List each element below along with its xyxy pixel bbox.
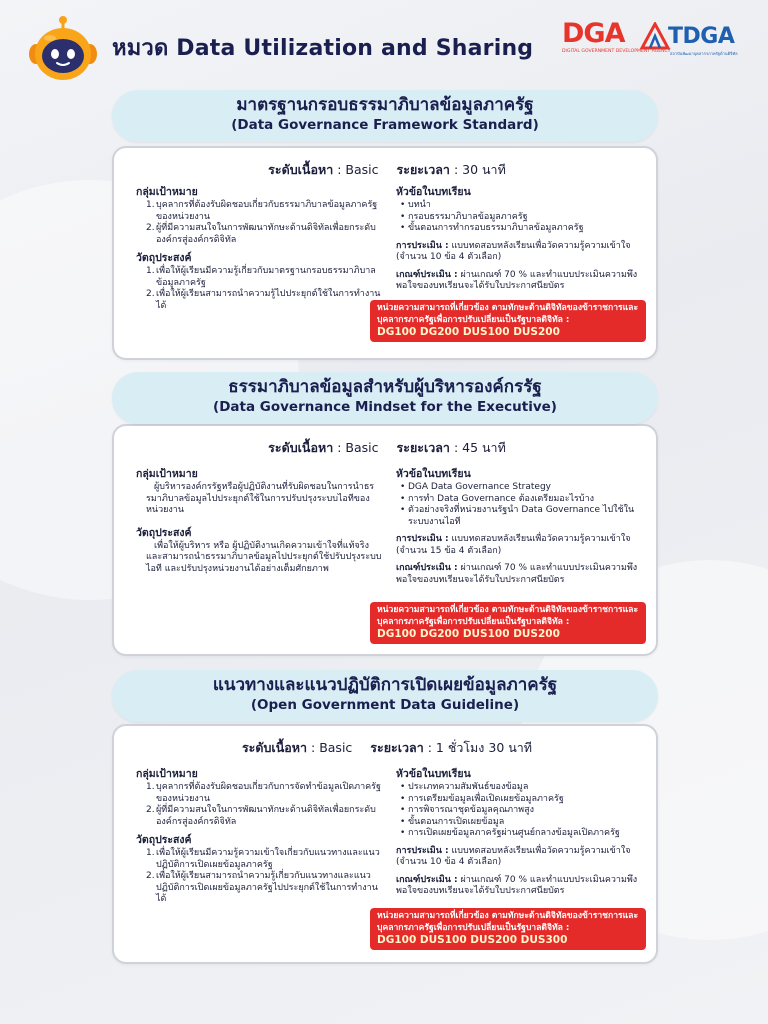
duration-value: : 30 นาที — [453, 162, 506, 177]
course-title-pill — [112, 372, 658, 424]
competency-badge — [370, 602, 646, 644]
dga-logo — [560, 18, 671, 66]
logos — [560, 18, 750, 66]
course-title-th: แนวทางและแนวปฏิบัติการเปิดเผยข้อมูลภาครัฐ — [212, 675, 558, 695]
tdga-logo-text: TDGA — [668, 24, 735, 49]
list-item: • ตัวอย่างจริงที่หน่วยงานรัฐนำ Data Governance ไปใช้ในระบบงานไอที — [400, 505, 648, 528]
target-text: ผู้บริหารองค์กรรัฐหรือผู้ปฏิบัติงานที่รับผิดชอบในการนำธรรมาภิบาลข้อมูลไปประยุกต์ใช้ในการปรับปรุงระบบไอทีของหน่วยงาน — [146, 482, 375, 515]
course-title-th: มาตรฐานกรอบธรรมาภิบาลข้อมูลภาครัฐ — [236, 95, 534, 115]
assessment-text: การประเมิน : แบบทดสอบหลังเรียนเพื่อวัดความรู้ความเข้าใจ (จำนวน 10 ข้อ 4 ตัวเลือก) — [396, 240, 631, 262]
duration-label: ระยะเวลา — [396, 162, 450, 177]
right-column — [396, 468, 648, 586]
course-title-pill — [112, 90, 658, 142]
list-item: 1. บุคลากรที่ต้องรับผิดชอบเกี่ยวกับการจัดทำข้อมูลเปิดภาครัฐของหน่วยงาน — [146, 782, 381, 804]
left-column — [136, 186, 384, 312]
duration-label: ระยะเวลา — [396, 440, 450, 455]
level-label: ระดับเนื้อหา — [241, 740, 308, 755]
course-meta — [114, 438, 660, 458]
dga-logo-subtext: DIGITAL GOVERNMENT DEVELOPMENT AGENCY — [562, 49, 671, 54]
list-item: • กรอบธรรมาภิบาลข้อมูลภาครัฐ — [400, 212, 648, 224]
robot-mascot-icon — [28, 14, 98, 86]
criteria-text: เกณฑ์ประเมิน : ผ่านเกณฑ์ 70 % และทำแบบประเมินความพึงพอใจของบทเรียนจะได้รับใบประกาศนียบัตร — [396, 269, 638, 291]
course-title-pill — [112, 670, 658, 722]
list-item: 2. ผู้ที่มีความสนใจในการพัฒนาทักษะด้านดิจิทัลเพื่อยกระดับองค์กรสู่องค์กรดิจิทัล — [146, 805, 376, 827]
assessment-text: การประเมิน : แบบทดสอบหลังเรียนเพื่อวัดความรู้ความเข้าใจ (จำนวน 15 ข้อ 4 ตัวเลือก) — [396, 534, 631, 556]
criteria-text: เกณฑ์ประเมิน : ผ่านเกณฑ์ 70 % และทำแบบประเมินความพึงพอใจของบทเรียนจะได้รับใบประกาศนียบัตร — [396, 563, 638, 585]
competency-codes: DG100 DUS100 DUS200 DUS300 — [377, 934, 568, 946]
duration-label: ระยะเวลา — [370, 740, 424, 755]
criteria-text: เกณฑ์ประเมิน : ผ่านเกณฑ์ 70 % และทำแบบประเมินความพึงพอใจของบทเรียนจะได้รับใบประกาศนียบัตร — [396, 874, 638, 896]
level-value: : Basic — [337, 162, 379, 177]
level-label: ระดับเนื้อหา — [268, 162, 334, 177]
list-item: 1. เพื่อให้ผู้เรียนมีความรู้เกี่ยวกับมาตรฐานกรอบธรรมาภิบาลข้อมูลภาครัฐ — [146, 266, 376, 288]
objective-text: เพื่อให้ผู้บริหาร หรือ ผู้ปฏิบัติงานเกิดความเข้าใจที่แท้จริงและสามารถนำธรรมาภิบาลข้อมูลไปประยุกต์ใช้ปรับปรุงระบบไอที และปรับปรุงหน่วยงานได้อย่างเต็มศักยภาพ — [146, 540, 382, 574]
right-column — [396, 186, 648, 293]
competency-text: หน่วยความสามารถที่เกี่ยวข้อง ตามทักษะด้านดิจิทัลของข้าราชการและบุคลากรภาครัฐเพื่อการปรับเปลี่ยนเป็นรัฐบาลดิจิทัล : — [377, 911, 639, 933]
list-item: 1. เพื่อให้ผู้เรียนมีความรู้ความเข้าใจเกี่ยวกับแนวทางและแนวปฏิบัติการเปิดเผยข้อมูลภาครัฐ — [146, 848, 380, 870]
left-column — [136, 468, 384, 575]
list-item: 1. บุคลากรที่ต้องรับผิดชอบเกี่ยวกับธรรมาภิบาลข้อมูลภาครัฐของหน่วยงาน — [146, 200, 378, 222]
course-title-en: (Data Governance Mindset for the Executive) — [213, 399, 557, 415]
list-item: • บทนำ — [400, 200, 648, 212]
list-item: • การพิจารณาชุดข้อมูลคุณภาพสูง — [400, 805, 648, 817]
course-title-en: (Open Government Data Guideline) — [250, 697, 520, 713]
assessment-text: การประเมิน : แบบทดสอบหลังเรียนเพื่อวัดความรู้ความเข้าใจ (จำนวน 10 ข้อ 4 ตัวเลือก) — [396, 845, 631, 867]
level-value: : Basic — [311, 740, 353, 755]
list-item: • การทำ Data Governance ต้องเตรียมอะไรบ้าง — [400, 494, 648, 506]
tdga-logo-subtext: สถาบันพัฒนาบุคลากรภาครัฐด้านดิจิทัล — [670, 51, 738, 56]
tdga-logo — [638, 18, 748, 66]
list-item: • ขั้นตอนการเปิดเผยข้อมูล — [400, 817, 648, 829]
course-meta — [114, 738, 660, 758]
topics-heading: หัวข้อในบทเรียน — [396, 186, 471, 198]
competency-badge — [370, 908, 646, 950]
competency-text: หน่วยความสามารถที่เกี่ยวข้อง ตามทักษะด้านดิจิทัลของข้าราชการและบุคลากรภาครัฐเพื่อการปรับเปลี่ยนเป็นรัฐบาลดิจิทัล : — [377, 605, 639, 627]
list-item: • DGA Data Governance Strategy — [400, 482, 648, 494]
list-item: • ประเภทความสัมพันธ์ของข้อมูล — [400, 782, 648, 794]
course-card — [112, 724, 658, 964]
course-title-en: (Data Governance Framework Standard) — [231, 117, 539, 133]
competency-badge — [370, 300, 646, 342]
competency-codes: DG100 DG200 DUS100 DUS200 — [377, 326, 560, 338]
topics-heading: หัวข้อในบทเรียน — [396, 468, 471, 480]
course-card — [112, 424, 658, 656]
dga-logo-text: DGA — [562, 18, 625, 49]
level-value: : Basic — [337, 440, 379, 455]
duration-value: : 45 นาที — [453, 440, 506, 455]
competency-text: หน่วยความสามารถที่เกี่ยวข้อง ตามทักษะด้านดิจิทัลของข้าราชการและบุคลากรภาครัฐเพื่อการปรับเปลี่ยนเป็นรัฐบาลดิจิทัล : — [377, 303, 639, 325]
target-heading: กลุ่มเป้าหมาย — [136, 186, 198, 198]
list-item: 2. เพื่อให้ผู้เรียนสามารถนำความรู้เกี่ยวกับแนวทางและแนวปฏิบัติการเปิดเผยข้อมูลภาครัฐไปประยุกต์ใช้ในการทำงานได้ — [146, 871, 378, 904]
competency-codes: DG100 DG200 DUS100 DUS200 — [377, 628, 560, 640]
course-card — [112, 146, 658, 360]
course-meta — [114, 160, 660, 180]
objective-heading: วัตถุประสงค์ — [136, 526, 192, 539]
list-item: • การเปิดเผยข้อมูลภาครัฐผ่านศูนย์กลางข้อมูลเปิดภาครัฐ — [400, 828, 648, 840]
level-label: ระดับเนื้อหา — [268, 440, 334, 455]
topics-heading: หัวข้อในบทเรียน — [396, 768, 471, 780]
list-item: 2. ผู้ที่มีความสนใจในการพัฒนาทักษะด้านดิจิทัลเพื่อยกระดับองค์กรสู่องค์กรดิจิทัล — [146, 223, 376, 245]
page-title: หมวด Data Utilization and Sharing — [112, 36, 534, 61]
objective-heading: วัตถุประสงค์ — [136, 834, 192, 846]
objective-heading: วัตถุประสงค์ — [136, 252, 192, 264]
course-title-th: ธรรมาภิบาลข้อมูลสำหรับผู้บริหารองค์กรรัฐ — [228, 377, 542, 397]
list-item: 2. เพื่อให้ผู้เรียนสามารถนำความรู้ไปประยุกต์ใช้ในการทำงานได้ — [146, 289, 381, 311]
duration-value: : 1 ชั่วโมง 30 นาที — [427, 740, 533, 755]
right-column — [396, 768, 648, 898]
list-item: • ขั้นตอนการทำกรอบธรรมาภิบาลข้อมูลภาครัฐ — [400, 223, 648, 235]
page-header — [0, 0, 768, 90]
target-heading: กลุ่มเป้าหมาย — [136, 468, 198, 480]
tdga-triangle-icon — [640, 22, 670, 50]
target-heading: กลุ่มเป้าหมาย — [136, 768, 198, 780]
left-column — [136, 768, 384, 906]
list-item: • การเตรียมข้อมูลเพื่อเปิดเผยข้อมูลภาครัฐ — [400, 794, 648, 806]
